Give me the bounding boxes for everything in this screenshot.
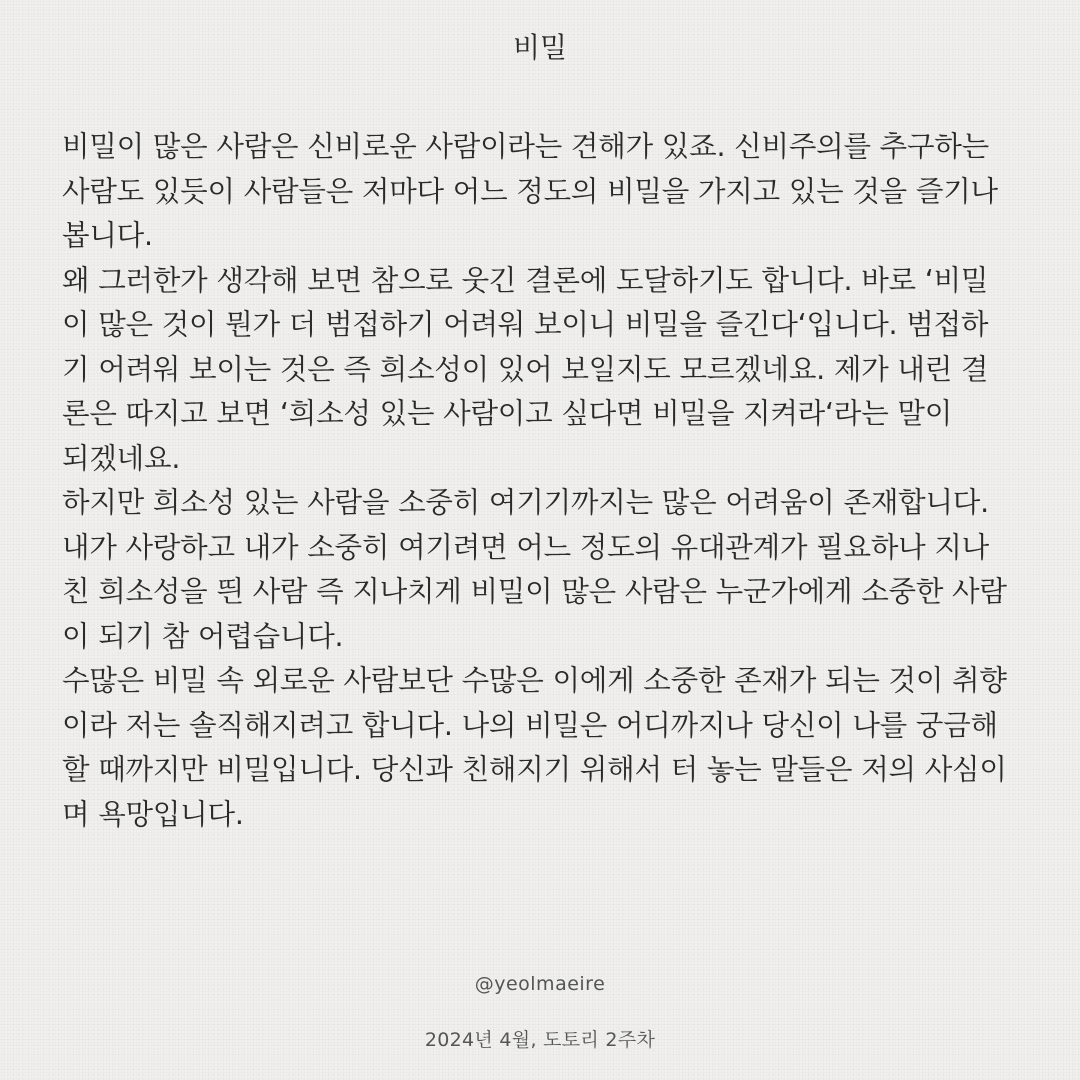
text-line: 이 많은 것이 뭔가 더 범접하기 어려워 보이니 비밀을 즐긴다‘입니다. 범접하 — [62, 308, 989, 341]
text-line: 수많은 비밀 속 외로운 사람보단 수많은 이에게 소중한 존재가 되는 것이 취향 — [62, 664, 1007, 697]
paragraph-3 — [62, 481, 1032, 659]
paragraph-2 — [62, 259, 1032, 482]
text-line: 기 어려워 보이는 것은 즉 희소성이 있어 보일지도 모르겠네요. 제가 내린 결 — [62, 352, 989, 386]
text-line: 이 되기 참 어렵습니다. — [62, 619, 344, 653]
text-line: 론은 따지고 보면 ‘희소성 있는 사람이고 싶다면 비밀을 지켜라‘라는 말이 — [62, 397, 953, 430]
text-line: 할 때까지만 비밀입니다. 당신과 친해지기 위해서 터 놓는 말들은 저의 사심이 — [62, 753, 1007, 786]
date-caption: 2024년 4월, 도토리 2주차 — [424, 1029, 656, 1051]
paragraph-1 — [62, 125, 1032, 259]
text-line: 사람도 있듯이 사람들은 저마다 어느 정도의 비밀을 가지고 있는 것을 즐기나 — [62, 174, 998, 208]
paragraph-4 — [62, 659, 1032, 837]
author-handle: @yeolmaeire — [474, 973, 606, 995]
text-line: 되겠네요. — [62, 441, 181, 475]
text-line: 내가 사랑하고 내가 소중히 여기려면 어느 정도의 유대관계가 필요하나 지나 — [62, 530, 989, 564]
text-line: 비밀이 많은 사람은 신비로운 사람이라는 견해가 있죠. 신비주의를 추구하는 — [62, 130, 989, 163]
text-line: 이라 저는 솔직해지려고 합니다. 나의 비밀은 어디까지나 당신이 나를 궁금해 — [62, 708, 998, 742]
text-line: 하지만 희소성 있는 사람을 소중히 여기기까지는 많은 어려움이 존재합니다. — [62, 486, 989, 519]
essay-title: 비밀 — [512, 31, 568, 64]
text-line: 친 희소성을 띈 사람 즉 지나치게 비밀이 많은 사람은 누군가에게 소중한 사람 — [62, 575, 1007, 608]
text-line: 며 욕망입니다. — [62, 797, 244, 831]
text-line: 왜 그러한가 생각해 보면 참으로 웃긴 결론에 도달하기도 합니다. 바로 ‘비밀 — [62, 263, 989, 297]
essay-body — [62, 125, 1032, 837]
text-line: 봅니다. — [62, 219, 153, 252]
